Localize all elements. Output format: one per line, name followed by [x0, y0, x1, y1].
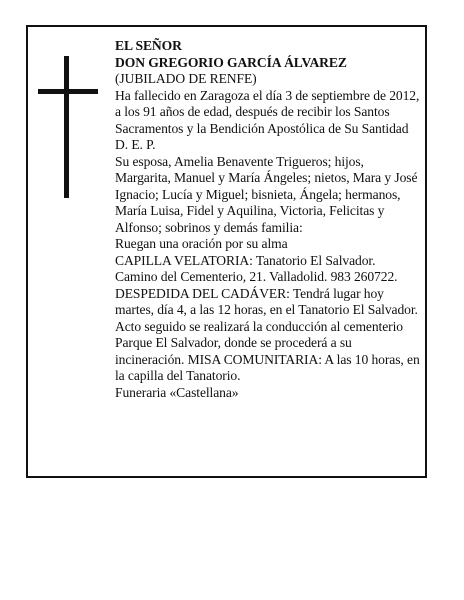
family-list: Su esposa, Amelia Benavente Trigueros; hijos, Margarita, Manuel y María Ángeles; nietos, Mara y José Ignacio; Lucía y Miguel; bisnieta, Ángela; hermanos, María Luisa, Fidel y Aquilina, Victoria, Felicitas y Alfonso; sobrinos y demás familia: — [115, 153, 418, 235]
deceased-name: DON GREGORIO GARCÍA ÁLVAREZ — [115, 54, 347, 70]
latin-cross-icon — [38, 56, 98, 198]
farewell-info: DESPEDIDA DEL CADÁVER: Tendrá lugar hoy martes, día 4, a las 12 horas, en el Tanatorio El Salvador. Acto seguido se realizará la conducción al cementerio Parque El Salvador, donde se procederá a su incineración. MISA COMUNITARIA: A las 10 horas, en la capilla del Tanatorio. — [115, 285, 420, 383]
obituary-text — [115, 38, 421, 401]
prayer-request: Ruegan una oración por su alma — [115, 236, 288, 251]
funeral-home: Funeraria «Castellana» — [115, 384, 239, 400]
rest-in-peace: D. E. P. — [115, 137, 156, 152]
cross-vertical-bar — [64, 56, 69, 198]
wake-chapel-info: CAPILLA VELATORIA: Tanatorio El Salvador. Camino del Cementerio, 21. Valladolid. 983 260722. — [115, 252, 398, 284]
title-line-1: EL SEÑOR — [115, 38, 182, 53]
cross-horizontal-bar — [38, 89, 98, 94]
deceased-occupation: (JUBILADO DE RENFE) — [115, 71, 257, 86]
death-announcement: Ha fallecido en Zaragoza el día 3 de septiembre de 2012, a los 91 años de edad, después de recibir los Santos Sacramentos y la Bendición Apostólica de Su Santidad — [115, 87, 420, 136]
